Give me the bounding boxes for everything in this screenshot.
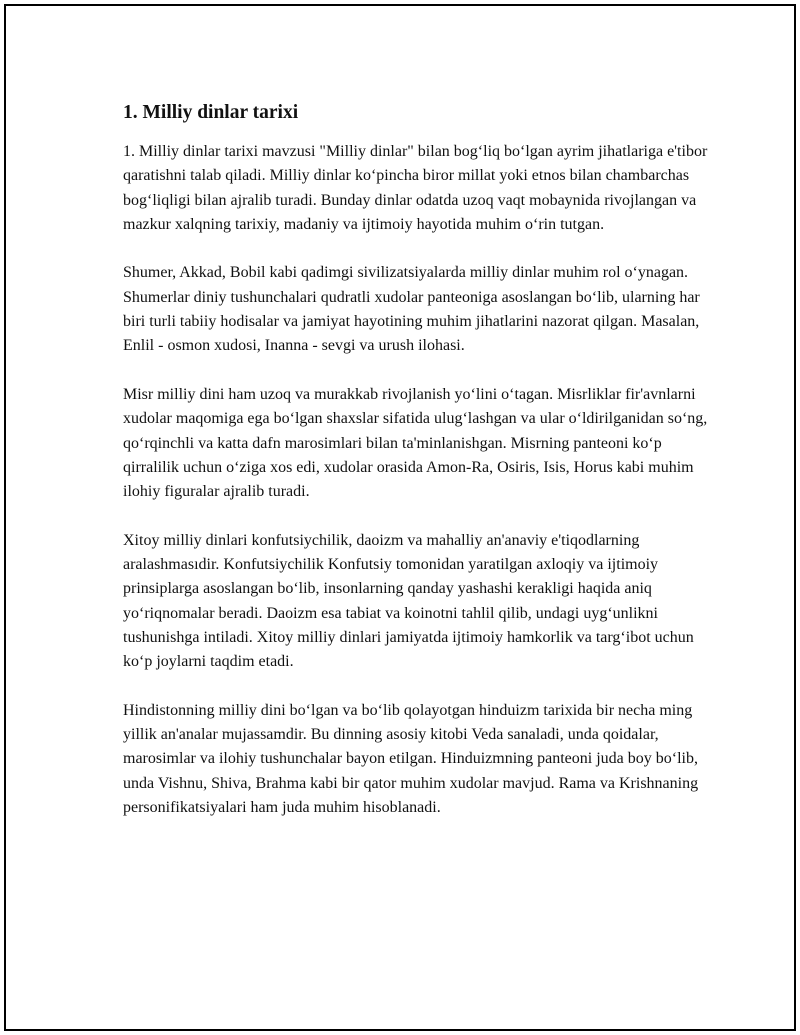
paragraph-5: Hindistonning milliy dini bo‘lgan va bo‘lib qolayotgan hinduizm tarixida bir necha ming yillik an'analar mujassamdir. Bu dinning asosiy kitobi Veda sanaladi, unda qoidalar, marosimlar va ilohiy tushunchalar bayon etilgan. Hinduizmning panteoni juda boy bo‘lib, unda Vishnu, Shiva, Brahma kabi bir qator muhim xudolar mavjud. Rama va Krishnaning personifikatsiyalari ham juda muhim hisoblanadi. — [123, 701, 699, 817]
section-heading: 1. Milliy dinlar tarixi — [123, 102, 299, 123]
document-body — [123, 100, 713, 845]
paragraph-2: Shumer, Akkad, Bobil kabi qadimgi sivilizatsiyalarda milliy dinlar muhim rol o‘ynagan. Shumerlar diniy tushunchalari qudratli xudolar panteoniga asoslangan bo‘lib, ularning har biri turli tabiiy hodisalar va jamiyat hayotining muhim jihatlarini nazorat qilgan. Masalan, Enlil - osmon xudosi, Inanna - sevgi va urush ilohasi. — [123, 264, 700, 355]
paragraph-3: Misr milliy dini ham uzoq va murakkab rivojlanish yo‘lini o‘tagan. Misrliklar fir'avnlarni xudolar maqomiga ega bo‘lgan shaxslar sifatida ulug‘lashgan va ular o‘ldirilganidan so‘ng, qo‘rqinchli va katta dafn marosimlari bilan ta'minlanishgan. Misrning panteoni ko‘p qirralilik uchun o‘ziga xos edi, xudolar orasida Amon-Ra, Osiris, Isis, Horus kabi muhim ilohiy figuralar ajralib turadi. — [123, 385, 708, 501]
paragraph-4: Xitoy milliy dinlari konfutsiychilik, daoizm va mahalliy an'anaviy e'tiqodlarning aralashmasıdir. Konfutsiychilik Konfutsiy tomonidan yaratilgan axloqiy va ijtimoiy prinsiplarga asoslangan bo‘lib, insonlarning qanday yashashi kerakligi haqida aniq yo‘riqnomalar beradi. Daoizm esa tabiat va koinotni tahlil qilib, undagi uyg‘unlikni tushunishga intiladi. Xitoy milliy dinlari jamiyatda ijtimoiy hamkorlik va targ‘ibot uchun ko‘p joylarni taqdim etadi. — [123, 531, 694, 671]
page-frame — [4, 4, 796, 1031]
paragraph-1: 1. Milliy dinlar tarixi mavzusi "Milliy dinlar" bilan bog‘liq bo‘lgan ayrim jihatlariga e'tibor qaratishni talab qiladi. Milliy dinlar ko‘pincha biror millat yoki etnos bilan chambarchas bog‘liqligi bilan ajralib turadi. Bunday dinlar odatda uzoq vaqt mobaynida rivojlangan va mazkur xalqning tarixiy, madaniy va ijtimoiy hayotida muhim o‘rin tutgan. — [123, 143, 708, 233]
